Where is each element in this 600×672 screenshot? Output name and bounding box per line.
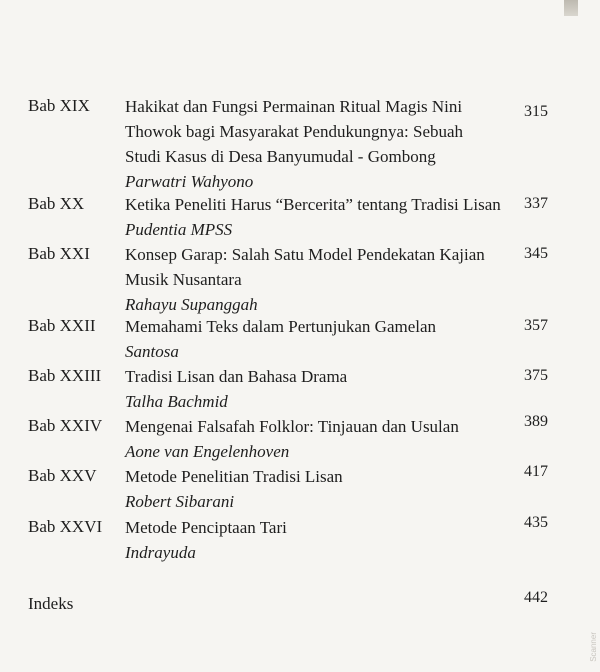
title-line: Tradisi Lisan dan Bahasa Drama: [125, 367, 348, 386]
chapter-author: Robert Sibarani: [125, 492, 235, 511]
page-number: 357: [524, 317, 548, 334]
title-line: Metode Penciptaan Tari: [125, 518, 287, 537]
chapter-number: Bab XXII: [28, 316, 96, 335]
index-page-number: 442: [524, 589, 548, 606]
chapter-title: [125, 242, 525, 317]
page-number: 315: [524, 103, 548, 120]
chapter-author: Pudentia MPSS: [125, 220, 233, 239]
chapter-title: [125, 464, 525, 514]
chapter-number: Bab XXV: [28, 466, 97, 485]
chapter-title: [125, 192, 525, 242]
chapter-number: Bab XX: [28, 194, 85, 213]
title-line: Mengenai Falsafah Folklor: Tinjauan dan Usulan: [125, 417, 459, 436]
chapter-author: Talha Bachmid: [125, 392, 228, 411]
page-number: 337: [524, 195, 548, 212]
chapter-title: [125, 94, 505, 194]
page-number: 435: [524, 514, 548, 531]
title-line: Metode Penelitian Tradisi Lisan: [125, 467, 343, 486]
page-number: 375: [524, 367, 548, 384]
title-line: Konsep Garap: Salah Satu Model Pendekatan Kajian: [125, 245, 485, 264]
chapter-number: Bab XIX: [28, 96, 90, 115]
title-line: Ketika Peneliti Harus “Bercerita” tentang Tradisi Lisan: [125, 195, 501, 214]
chapter-title: [125, 314, 525, 364]
chapter-title: [125, 414, 525, 464]
chapter-author: Santosa: [125, 342, 179, 361]
chapter-author: Aone van Engelenhoven: [125, 442, 290, 461]
title-line: Memahami Teks dalam Pertunjukan Gamelan: [125, 317, 437, 336]
title-line: Studi Kasus di Desa Banyumudal - Gombong: [125, 147, 436, 166]
chapter-title: [125, 515, 525, 565]
chapter-number: Bab XXVI: [28, 517, 103, 536]
title-line: Musik Nusantara: [125, 270, 242, 289]
title-line: Hakikat dan Fungsi Permainan Ritual Magis Nini: [125, 97, 463, 116]
chapter-number: Bab XXIII: [28, 366, 102, 385]
chapter-title: [125, 364, 525, 414]
chapter-number: Bab XXIV: [28, 416, 103, 435]
page-number: 417: [524, 463, 548, 480]
page-number: 389: [524, 413, 548, 430]
page-number: 345: [524, 245, 548, 262]
chapter-author: Rahayu Supanggah: [125, 295, 258, 314]
chapter-number: Bab XXI: [28, 244, 90, 263]
chapter-author: Parwatri Wahyono: [125, 172, 254, 191]
chapter-author: Indrayuda: [125, 543, 196, 562]
index-label: Indeks: [28, 594, 74, 613]
scanner-watermark: Scanner: [589, 632, 598, 662]
title-line: Thowok bagi Masyarakat Pendukungnya: Sebuah: [125, 122, 464, 141]
